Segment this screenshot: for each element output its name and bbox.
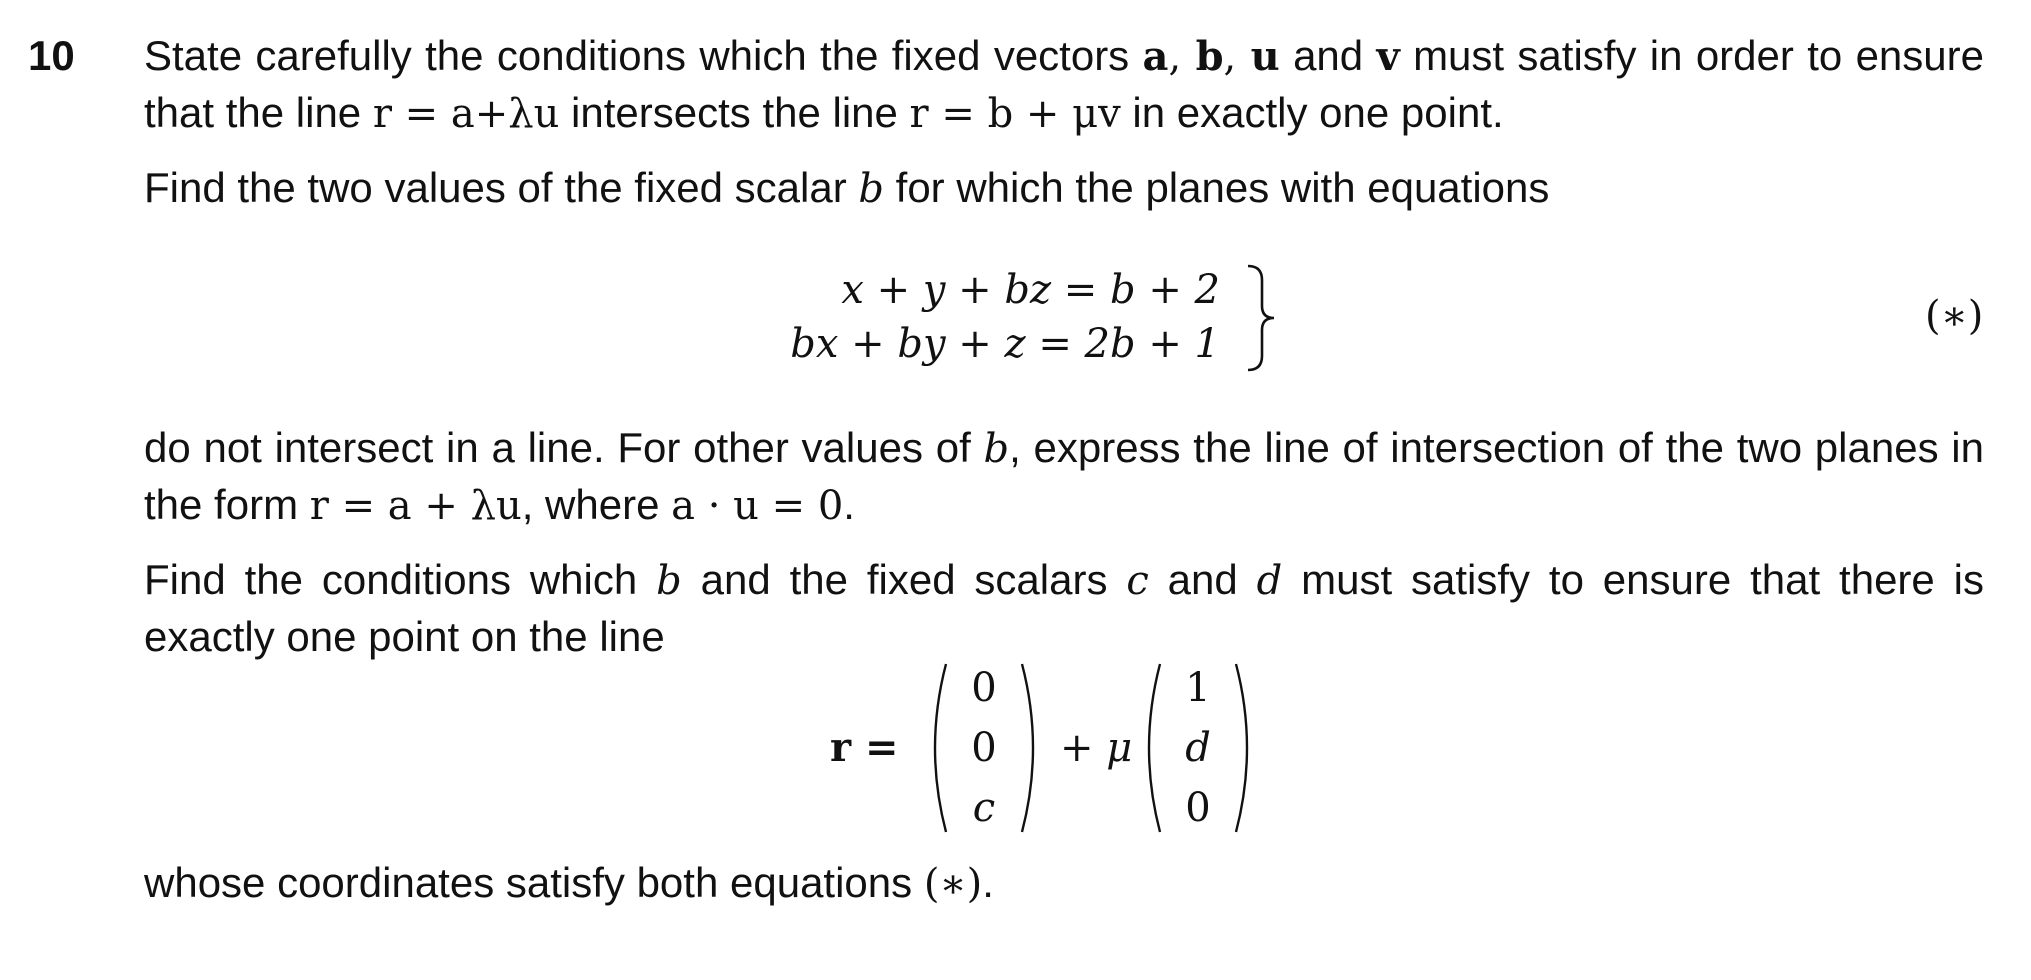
vector-component: 1 [1185, 665, 1211, 711]
plane-equation-1: x + y + bz = b + 2 [841, 267, 1220, 313]
text-span: , where [521, 481, 672, 528]
position-vector-column [964, 660, 1004, 836]
separator: , [1223, 34, 1251, 80]
vector-r-equals: r = [830, 724, 899, 771]
text-span: State carefully the conditions which the fixed vectors [144, 32, 1143, 79]
plane-equation-2: bx + by + z = 2b + 1 [790, 321, 1220, 367]
text-span: for which the planes with equations [883, 164, 1550, 211]
text-span: in exactly one point. [1120, 89, 1504, 136]
question-number: 10 [28, 32, 75, 79]
vector-a: a [1142, 33, 1169, 80]
paragraph-find-b [144, 160, 1984, 217]
text-span: do not intersect in a line. For other values of [144, 424, 984, 471]
left-paren [922, 662, 950, 834]
paragraph-line-of-intersection [144, 420, 1984, 534]
scalar-b: b [656, 558, 682, 604]
vector-u: u [1250, 33, 1280, 80]
plus-mu: + μ [1060, 725, 1133, 771]
text-span: must satisfy in order to ensure that the line [144, 32, 1984, 136]
text-span: Find the conditions which [144, 556, 657, 603]
right-brace [1242, 262, 1282, 374]
text-span: . [982, 859, 994, 906]
vector-component: d [1185, 725, 1211, 771]
text-span: and [1148, 556, 1257, 603]
separator: , [1168, 34, 1196, 80]
line-form: r = a + λu [309, 483, 522, 529]
scalar-b: b [858, 166, 884, 212]
scalar-d: d [1256, 558, 1283, 604]
text-span: and the fixed scalars [681, 556, 1127, 603]
text-span: must satisfy to ensure that there is exactly one point on the line [144, 556, 1984, 660]
vector-component: 0 [971, 665, 997, 711]
line-equation-1: r = a+λu [372, 91, 560, 137]
direction-vector-column [1178, 660, 1218, 836]
right-paren [1018, 662, 1046, 834]
right-paren [1232, 662, 1260, 834]
dot-product-condition: a · u = 0 [671, 483, 844, 529]
text-span: , express the line of intersection of the two planes in the form [144, 424, 1984, 528]
text-span: . [843, 481, 855, 528]
equation-system [780, 258, 1300, 378]
paragraph-find-conditions [144, 552, 1984, 665]
text-span: intersects the line [559, 89, 910, 136]
vector-line-equation [820, 660, 1300, 836]
text-span: whose coordinates satisfy both equations [144, 859, 924, 906]
paragraph-satisfy-both [144, 855, 1984, 912]
scalar-b: b [983, 426, 1010, 472]
equation-label: (∗) [1925, 293, 1984, 339]
vector-b: b [1195, 33, 1224, 80]
left-paren [1136, 662, 1164, 834]
scalar-c: c [1126, 558, 1149, 604]
text-span: Find the two values of the fixed scalar [144, 164, 859, 211]
equation-reference: (∗) [923, 861, 983, 907]
vector-v: v [1376, 33, 1400, 80]
text-span: and [1279, 32, 1377, 79]
paragraph-conditions [144, 28, 1984, 142]
line-equation-2: r = b + μv [909, 91, 1121, 137]
vector-component: c [972, 785, 996, 831]
vector-component: 0 [971, 725, 997, 771]
vector-component: 0 [1185, 785, 1211, 831]
